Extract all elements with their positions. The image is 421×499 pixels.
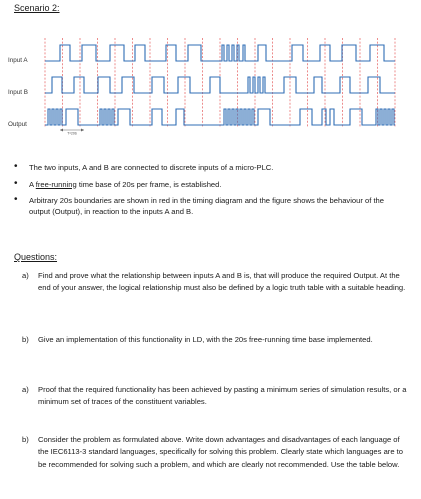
time-base-arrow-right-icon	[81, 129, 84, 132]
question-label: b)	[22, 335, 29, 344]
scenario-title: Scenario 2:	[14, 3, 60, 13]
time-base-arrow-left-icon	[60, 129, 63, 132]
question-item	[22, 384, 408, 409]
input-b-label: Input B	[8, 89, 28, 96]
question-label: a)	[22, 385, 29, 394]
output-label: Output	[8, 121, 27, 128]
bullet-item: • Arbitrary 20s boundaries are shown in red in the timing diagram and the figure shows the behaviour of the output (Output), in reaction to the inputs A and B.	[14, 196, 404, 217]
question-text: Find and prove what the relationship between inputs A and B is, that will produce the required Output. At the end of your answer, the logical relationship must also be defined by a logic truth table with a suitable heading.	[38, 271, 406, 293]
question-item	[22, 434, 408, 471]
bullet-item: • The two inputs, A and B are connected to discrete inputs of a micro-PLC.	[14, 163, 404, 174]
question-label: b)	[22, 435, 29, 444]
question-text: Consider the problem as formulated above. Write down advantages and disadvantages of each language of the IEC6113-3 standard languages, specifically for solving this problem. Clearly state which languages are to be recommended for solving such a problem, and which are clearly not recommended. Use the table below.	[38, 435, 403, 469]
time-base-label: T=20S	[67, 131, 77, 136]
timing-diagram	[0, 30, 421, 145]
bullet-item: • A free-running time base of 20s per frame, is established.	[14, 180, 404, 191]
input-a-label: Input A	[8, 57, 28, 64]
question-item	[22, 334, 408, 346]
question-label: a)	[22, 271, 29, 280]
question-item	[22, 270, 408, 295]
question-text: Give an implementation of this functionality in LD, with the 20s free-running time base implemented.	[38, 335, 373, 344]
scenario-bullets	[14, 163, 404, 223]
question-text: Proof that the required functionality has been achieved by pasting a minimum series of simulation results, or a minimum set of traces of the constituent variables.	[38, 385, 407, 407]
questions-title: Questions:	[14, 252, 58, 262]
